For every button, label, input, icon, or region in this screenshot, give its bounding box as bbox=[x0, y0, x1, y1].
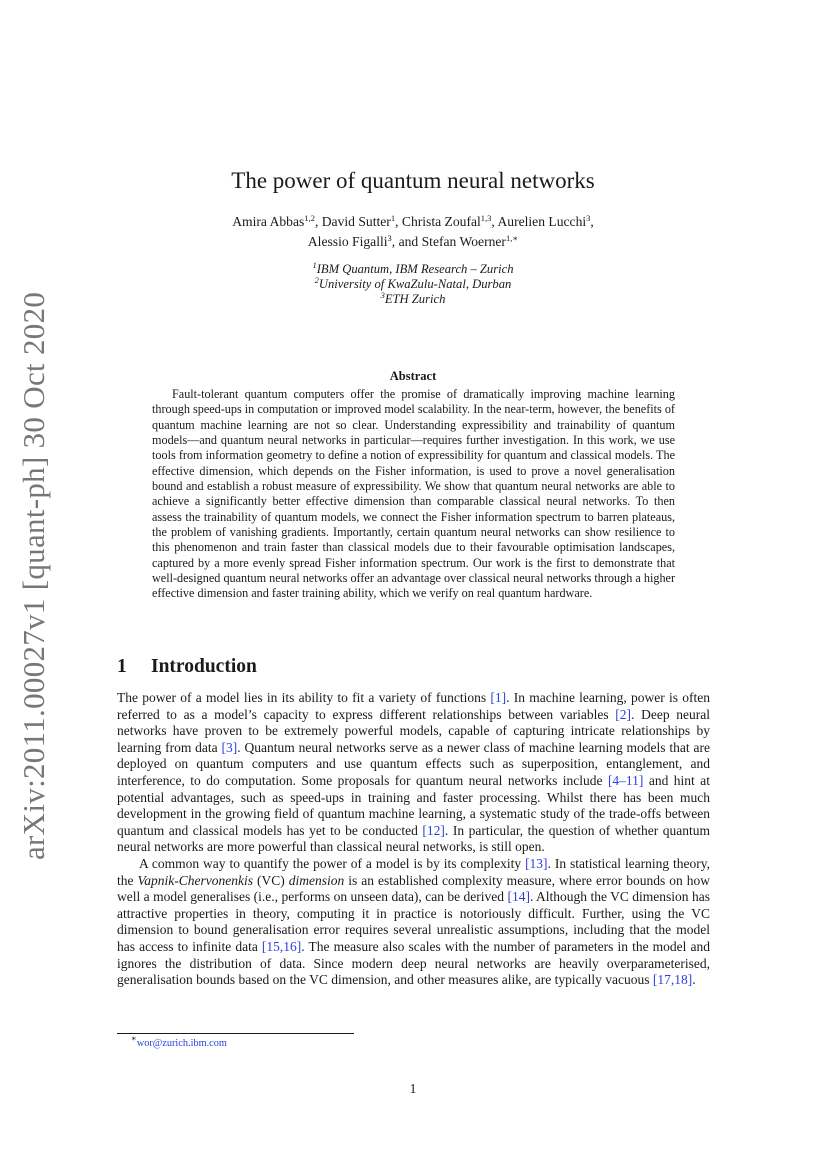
author-separator: , and bbox=[391, 234, 422, 249]
affiliation bbox=[200, 277, 626, 292]
citation-link[interactable]: [13] bbox=[525, 855, 548, 871]
affiliation-list bbox=[200, 262, 626, 307]
arxiv-identifier-stamp: arXiv:2011.00027v1 [quant-ph] 30 Oct 2020 bbox=[16, 291, 51, 860]
author-affil-mark: 3 bbox=[387, 233, 392, 243]
text-run: . In statistical learning theory, the bbox=[117, 855, 710, 888]
text-run: . The measure also scales with the number of parameters in the model and ignores the distribution of data. Since modern deep neural networks are heavily overparameterised, generalisation bounds based on the VC dimension, and other measures alike, are typically vacuous bbox=[117, 938, 710, 988]
citation-link[interactable]: [12] bbox=[422, 822, 445, 838]
author-name: Alessio Figalli bbox=[307, 234, 388, 249]
citation-link[interactable]: [1] bbox=[490, 690, 507, 705]
author-affil-mark: 1,∗ bbox=[505, 233, 519, 243]
section-number: 1 bbox=[117, 656, 127, 677]
text-run: . Although the VC dimension has attractive properties in theory, computing it in practice is notoriously difficult. Further, using the VC dimension to bound generalisation error requires several unrealistic assumptions, including that the model has access to infinite data bbox=[117, 889, 710, 954]
affiliation bbox=[200, 292, 626, 307]
citation-link[interactable]: [4–11] bbox=[607, 772, 644, 788]
author-line-2 bbox=[150, 232, 676, 252]
author-separator: , bbox=[395, 214, 402, 229]
citation-link[interactable]: [2] bbox=[615, 706, 632, 722]
text-run: . In machine learning, power is often referred to as a model’s capacity to express different relationships between variables bbox=[117, 690, 710, 722]
affiliation-mark: 3 bbox=[380, 290, 385, 300]
text-run: . Deep neural networks have proven to be extremely powerful models, capable of capturing intricate relationships by learning from data bbox=[117, 706, 710, 755]
text-run: The power of a model lies in its ability to fit a variety of functions bbox=[117, 690, 491, 705]
author-name: Stefan Woerner bbox=[421, 234, 506, 249]
author-name: Aurelien Lucchi bbox=[497, 214, 587, 229]
author-list bbox=[150, 212, 676, 252]
paragraph bbox=[117, 856, 710, 989]
author-affil-mark: 1 bbox=[390, 213, 396, 223]
text-run: A common way to quantify the power of a model is by its complexity bbox=[139, 855, 526, 871]
text-run: and hint at potential advantages, such as speed-ups in training and faster processing. Whilst there has been much development in the growing field of quantum machine learning, a systematic study of the trade-offs between quantum and classical models has yet to be conducted bbox=[117, 772, 710, 838]
footnote-rule bbox=[117, 1033, 354, 1034]
affiliation-mark: 1 bbox=[312, 260, 317, 270]
author-name: Christa Zoufal bbox=[401, 214, 481, 229]
citation-link[interactable]: [14] bbox=[507, 889, 530, 905]
citation-link[interactable]: [3] bbox=[221, 739, 238, 755]
affiliation-mark: 2 bbox=[314, 275, 319, 285]
author-separator: , bbox=[590, 214, 594, 229]
citation-link[interactable]: [15,16] bbox=[261, 938, 302, 954]
author-name: David Sutter bbox=[321, 214, 391, 229]
email-link[interactable]: wor@zurich.ibm.com bbox=[136, 1038, 227, 1049]
affiliation-text: IBM Quantum, IBM Research – Zurich bbox=[316, 262, 514, 276]
footnote-mark: ∗ bbox=[131, 1033, 137, 1043]
section-title: Introduction bbox=[151, 656, 257, 677]
affiliation-text: ETH Zurich bbox=[384, 292, 446, 306]
abstract-heading: Abstract bbox=[389, 369, 437, 383]
author-separator: , bbox=[314, 214, 322, 229]
abstract-text: Fault-tolerant quantum computers offer the promise of dramatically improving machine learning through speed-ups in computation or improved model scalability. In the near-term, however, the benefits of quantum machine learning are not so clear. Understanding expressibility and trainability of quantum models—and quantum neural networks in particular—requires further investigation. In this work, we use tools from information geometry to define a notion of expressibility for quantum and classical models. The effective dimension, which depends on the Fisher information, is used to prove a novel generalisation bound and establish a robust measure of expressibility. We show that quantum neural networks are able to achieve a significantly better effective dimension than comparable classical neural networks. To then assess the trainability of quantum models, we connect the Fisher information spectrum to barren plateaus, the problem of vanishing gradients. Importantly, certain quantum neural networks can show resilience to this phenomenon and train faster than classical models due to their favourable optimisation landscapes, captured by a more evenly spread Fisher information spectrum. Our work is the first to demonstrate that well-designed quantum neural networks offer an advantage over classical neural networks through a higher effective dimension and faster training ability, which we verify on real quantum hardware. bbox=[152, 387, 675, 601]
affiliation-text: University of KwaZulu-Natal, Durban bbox=[318, 277, 512, 291]
author-affil-mark: 3 bbox=[586, 213, 591, 223]
author-affil-mark: 1,3 bbox=[480, 213, 492, 223]
text-run: . In particular, the question of whether quantum neural networks are more powerful than classical neural networks, is still open. bbox=[117, 822, 710, 855]
paragraph bbox=[117, 690, 710, 856]
text-run: . bbox=[692, 972, 696, 988]
emphasized-term: Vapnik-Chervonenkis bbox=[137, 872, 253, 888]
author-name: Amira Abbas bbox=[232, 214, 305, 229]
author-line-1 bbox=[150, 212, 676, 232]
emphasized-term: dimension bbox=[288, 872, 345, 888]
affiliation bbox=[200, 262, 626, 277]
introduction-body bbox=[117, 690, 710, 989]
text-run: is an established complexity measure, where error bounds on how well a model generalises (i.e., performs on unseen data), can be derived bbox=[117, 872, 710, 905]
section-heading bbox=[117, 656, 257, 678]
text-run: . Quantum neural networks serve as a newer class of machine learning models that are deployed on quantum computers and use quantum effects such as superposition, entanglement, and interference, to do computation. Some proposals for quantum neural networks include bbox=[117, 739, 710, 788]
text-run: (VC) bbox=[252, 872, 289, 888]
paper-title: The power of quantum neural networks bbox=[231, 168, 595, 193]
footnote bbox=[131, 1033, 227, 1049]
author-affil-mark: 1,2 bbox=[304, 213, 315, 223]
author-separator: , bbox=[491, 214, 498, 229]
citation-link[interactable]: [17,18] bbox=[652, 972, 693, 988]
page-number: 1 bbox=[409, 1081, 417, 1096]
